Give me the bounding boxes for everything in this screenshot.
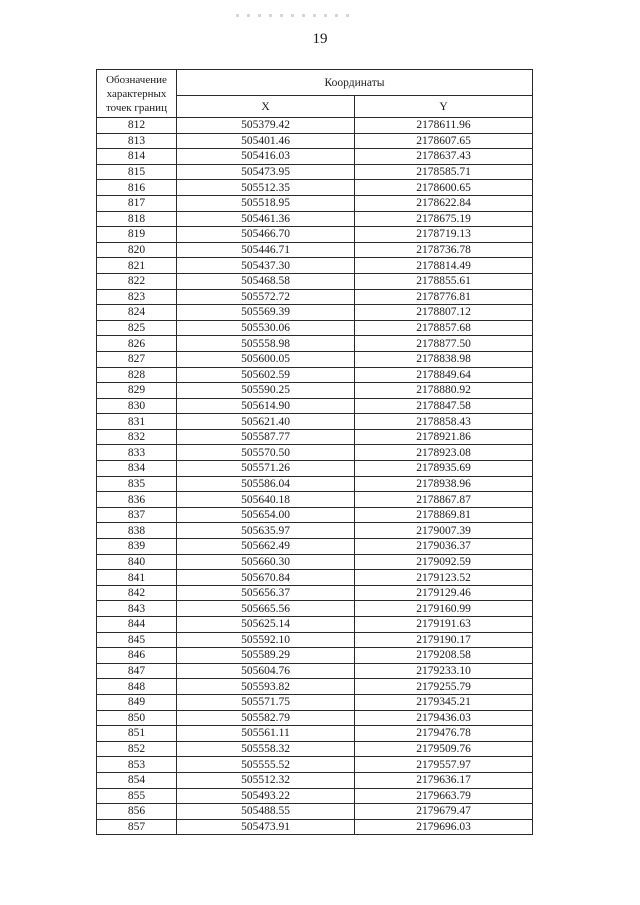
point-id-cell: 854 bbox=[97, 772, 177, 788]
x-coordinate-cell: 505621.40 bbox=[177, 414, 355, 430]
x-coordinate-cell: 505493.22 bbox=[177, 788, 355, 804]
table-row bbox=[97, 336, 533, 352]
x-coordinate-cell: 505555.52 bbox=[177, 757, 355, 773]
table-row bbox=[97, 741, 533, 757]
point-id-cell: 824 bbox=[97, 305, 177, 321]
x-coordinate-cell: 505401.46 bbox=[177, 133, 355, 149]
point-id-cell: 821 bbox=[97, 258, 177, 274]
point-id-cell: 857 bbox=[97, 819, 177, 835]
x-coordinate-cell: 505571.26 bbox=[177, 461, 355, 477]
point-id-cell: 823 bbox=[97, 289, 177, 305]
y-coordinate-cell: 2178867.87 bbox=[355, 492, 533, 508]
table-row bbox=[97, 788, 533, 804]
table-row bbox=[97, 289, 533, 305]
table-row bbox=[97, 273, 533, 289]
y-coordinate-cell: 2179557.97 bbox=[355, 757, 533, 773]
header-x-label: X bbox=[177, 96, 355, 118]
x-coordinate-cell: 505602.59 bbox=[177, 367, 355, 383]
table-row bbox=[97, 180, 533, 196]
y-coordinate-cell: 2178585.71 bbox=[355, 164, 533, 180]
table-row bbox=[97, 523, 533, 539]
point-id-cell: 835 bbox=[97, 476, 177, 492]
table-row bbox=[97, 601, 533, 617]
table-row bbox=[97, 429, 533, 445]
table-row bbox=[97, 164, 533, 180]
point-id-cell: 822 bbox=[97, 273, 177, 289]
point-id-cell: 850 bbox=[97, 710, 177, 726]
table-row bbox=[97, 663, 533, 679]
table-row bbox=[97, 617, 533, 633]
y-coordinate-cell: 2179436.03 bbox=[355, 710, 533, 726]
point-id-cell: 833 bbox=[97, 445, 177, 461]
y-coordinate-cell: 2178637.43 bbox=[355, 149, 533, 165]
x-coordinate-cell: 505589.29 bbox=[177, 648, 355, 664]
x-coordinate-cell: 505656.37 bbox=[177, 585, 355, 601]
x-coordinate-cell: 505635.97 bbox=[177, 523, 355, 539]
y-coordinate-cell: 2179160.99 bbox=[355, 601, 533, 617]
table-row bbox=[97, 195, 533, 211]
point-id-cell: 841 bbox=[97, 570, 177, 586]
point-id-cell: 840 bbox=[97, 554, 177, 570]
point-id-cell: 820 bbox=[97, 242, 177, 258]
table-row bbox=[97, 726, 533, 742]
x-coordinate-cell: 505446.71 bbox=[177, 242, 355, 258]
point-id-cell: 839 bbox=[97, 539, 177, 555]
y-coordinate-cell: 2179036.37 bbox=[355, 539, 533, 555]
y-coordinate-cell: 2179255.79 bbox=[355, 679, 533, 695]
table-row bbox=[97, 679, 533, 695]
x-coordinate-cell: 505530.06 bbox=[177, 320, 355, 336]
y-coordinate-cell: 2179092.59 bbox=[355, 554, 533, 570]
x-coordinate-cell: 505512.35 bbox=[177, 180, 355, 196]
y-coordinate-cell: 2178776.81 bbox=[355, 289, 533, 305]
point-id-cell: 817 bbox=[97, 195, 177, 211]
table-row bbox=[97, 492, 533, 508]
point-id-cell: 826 bbox=[97, 336, 177, 352]
table-row bbox=[97, 351, 533, 367]
point-id-cell: 849 bbox=[97, 694, 177, 710]
table-row bbox=[97, 133, 533, 149]
table-row bbox=[97, 149, 533, 165]
point-id-cell: 813 bbox=[97, 133, 177, 149]
point-id-cell: 851 bbox=[97, 726, 177, 742]
y-coordinate-cell: 2179233.10 bbox=[355, 663, 533, 679]
point-id-cell: 831 bbox=[97, 414, 177, 430]
coordinates-table bbox=[96, 69, 533, 835]
table-row bbox=[97, 445, 533, 461]
y-coordinate-cell: 2178600.65 bbox=[355, 180, 533, 196]
point-id-cell: 838 bbox=[97, 523, 177, 539]
y-coordinate-cell: 2179636.17 bbox=[355, 772, 533, 788]
header-point-label: Обозначение характерных точек границ bbox=[97, 70, 177, 118]
header-y-label: Y bbox=[355, 96, 533, 118]
point-id-cell: 829 bbox=[97, 383, 177, 399]
y-coordinate-cell: 2178869.81 bbox=[355, 507, 533, 523]
x-coordinate-cell: 505662.49 bbox=[177, 539, 355, 555]
y-coordinate-cell: 2178838.98 bbox=[355, 351, 533, 367]
point-id-cell: 856 bbox=[97, 804, 177, 820]
x-coordinate-cell: 505437.30 bbox=[177, 258, 355, 274]
point-id-cell: 836 bbox=[97, 492, 177, 508]
y-coordinate-cell: 2178923.08 bbox=[355, 445, 533, 461]
x-coordinate-cell: 505592.10 bbox=[177, 632, 355, 648]
y-coordinate-cell: 2178921.86 bbox=[355, 429, 533, 445]
y-coordinate-cell: 2178877.50 bbox=[355, 336, 533, 352]
table-row bbox=[97, 585, 533, 601]
table-row bbox=[97, 227, 533, 243]
y-coordinate-cell: 2178935.69 bbox=[355, 461, 533, 477]
header-coords-label: Координаты bbox=[177, 70, 533, 96]
table-row bbox=[97, 554, 533, 570]
y-coordinate-cell: 2178857.68 bbox=[355, 320, 533, 336]
table-row bbox=[97, 320, 533, 336]
table-row bbox=[97, 305, 533, 321]
point-id-cell: 812 bbox=[97, 118, 177, 134]
y-coordinate-cell: 2178858.43 bbox=[355, 414, 533, 430]
point-id-cell: 837 bbox=[97, 507, 177, 523]
x-coordinate-cell: 505558.98 bbox=[177, 336, 355, 352]
x-coordinate-cell: 505590.25 bbox=[177, 383, 355, 399]
point-id-cell: 815 bbox=[97, 164, 177, 180]
x-coordinate-cell: 505665.56 bbox=[177, 601, 355, 617]
x-coordinate-cell: 505604.76 bbox=[177, 663, 355, 679]
point-id-cell: 830 bbox=[97, 398, 177, 414]
point-id-cell: 827 bbox=[97, 351, 177, 367]
point-id-cell: 825 bbox=[97, 320, 177, 336]
y-coordinate-cell: 2179123.52 bbox=[355, 570, 533, 586]
y-coordinate-cell: 2178736.78 bbox=[355, 242, 533, 258]
x-coordinate-cell: 505466.70 bbox=[177, 227, 355, 243]
y-coordinate-cell: 2178622.84 bbox=[355, 195, 533, 211]
table-row bbox=[97, 118, 533, 134]
y-coordinate-cell: 2179679.47 bbox=[355, 804, 533, 820]
table-row bbox=[97, 476, 533, 492]
y-coordinate-cell: 2178807.12 bbox=[355, 305, 533, 321]
y-coordinate-cell: 2179191.63 bbox=[355, 617, 533, 633]
table-row bbox=[97, 757, 533, 773]
point-id-cell: 852 bbox=[97, 741, 177, 757]
x-coordinate-cell: 505518.95 bbox=[177, 195, 355, 211]
point-id-cell: 846 bbox=[97, 648, 177, 664]
scan-artifact bbox=[236, 14, 356, 17]
x-coordinate-cell: 505558.32 bbox=[177, 741, 355, 757]
x-coordinate-cell: 505593.82 bbox=[177, 679, 355, 695]
point-id-cell: 848 bbox=[97, 679, 177, 695]
y-coordinate-cell: 2178814.49 bbox=[355, 258, 533, 274]
y-coordinate-cell: 2179208.58 bbox=[355, 648, 533, 664]
x-coordinate-cell: 505600.05 bbox=[177, 351, 355, 367]
x-coordinate-cell: 505586.04 bbox=[177, 476, 355, 492]
x-coordinate-cell: 505461.36 bbox=[177, 211, 355, 227]
point-id-cell: 834 bbox=[97, 461, 177, 477]
point-id-cell: 832 bbox=[97, 429, 177, 445]
point-id-cell: 819 bbox=[97, 227, 177, 243]
y-coordinate-cell: 2179007.39 bbox=[355, 523, 533, 539]
table-row bbox=[97, 242, 533, 258]
point-id-cell: 814 bbox=[97, 149, 177, 165]
point-id-cell: 818 bbox=[97, 211, 177, 227]
table-row bbox=[97, 710, 533, 726]
table-row bbox=[97, 398, 533, 414]
point-id-cell: 845 bbox=[97, 632, 177, 648]
table-row bbox=[97, 804, 533, 820]
table-row bbox=[97, 648, 533, 664]
x-coordinate-cell: 505640.18 bbox=[177, 492, 355, 508]
point-id-cell: 847 bbox=[97, 663, 177, 679]
table-row bbox=[97, 632, 533, 648]
y-coordinate-cell: 2178719.13 bbox=[355, 227, 533, 243]
point-id-cell: 842 bbox=[97, 585, 177, 601]
x-coordinate-cell: 505670.84 bbox=[177, 570, 355, 586]
x-coordinate-cell: 505582.79 bbox=[177, 710, 355, 726]
point-id-cell: 853 bbox=[97, 757, 177, 773]
x-coordinate-cell: 505488.55 bbox=[177, 804, 355, 820]
x-coordinate-cell: 505614.90 bbox=[177, 398, 355, 414]
x-coordinate-cell: 505625.14 bbox=[177, 617, 355, 633]
x-coordinate-cell: 505572.72 bbox=[177, 289, 355, 305]
table-row bbox=[97, 367, 533, 383]
y-coordinate-cell: 2179345.21 bbox=[355, 694, 533, 710]
x-coordinate-cell: 505571.75 bbox=[177, 694, 355, 710]
x-coordinate-cell: 505473.95 bbox=[177, 164, 355, 180]
y-coordinate-cell: 2178847.58 bbox=[355, 398, 533, 414]
x-coordinate-cell: 505379.42 bbox=[177, 118, 355, 134]
x-coordinate-cell: 505561.11 bbox=[177, 726, 355, 742]
x-coordinate-cell: 505468.58 bbox=[177, 273, 355, 289]
y-coordinate-cell: 2179190.17 bbox=[355, 632, 533, 648]
table-row bbox=[97, 383, 533, 399]
y-coordinate-cell: 2178938.96 bbox=[355, 476, 533, 492]
x-coordinate-cell: 505512.32 bbox=[177, 772, 355, 788]
point-id-cell: 843 bbox=[97, 601, 177, 617]
point-id-cell: 828 bbox=[97, 367, 177, 383]
x-coordinate-cell: 505473.91 bbox=[177, 819, 355, 835]
y-coordinate-cell: 2178607.65 bbox=[355, 133, 533, 149]
x-coordinate-cell: 505654.00 bbox=[177, 507, 355, 523]
point-id-cell: 844 bbox=[97, 617, 177, 633]
table-body bbox=[97, 118, 533, 835]
x-coordinate-cell: 505587.77 bbox=[177, 429, 355, 445]
y-coordinate-cell: 2178675.19 bbox=[355, 211, 533, 227]
table-row bbox=[97, 258, 533, 274]
table-row bbox=[97, 507, 533, 523]
y-coordinate-cell: 2179696.03 bbox=[355, 819, 533, 835]
table-row bbox=[97, 694, 533, 710]
y-coordinate-cell: 2179129.46 bbox=[355, 585, 533, 601]
table-row bbox=[97, 819, 533, 835]
point-id-cell: 816 bbox=[97, 180, 177, 196]
table-row bbox=[97, 211, 533, 227]
table-row bbox=[97, 461, 533, 477]
table-row bbox=[97, 570, 533, 586]
y-coordinate-cell: 2178611.96 bbox=[355, 118, 533, 134]
y-coordinate-cell: 2179663.79 bbox=[355, 788, 533, 804]
y-coordinate-cell: 2179509.76 bbox=[355, 741, 533, 757]
y-coordinate-cell: 2178880.92 bbox=[355, 383, 533, 399]
x-coordinate-cell: 505416.03 bbox=[177, 149, 355, 165]
y-coordinate-cell: 2179476.78 bbox=[355, 726, 533, 742]
table-row bbox=[97, 414, 533, 430]
table-row bbox=[97, 539, 533, 555]
y-coordinate-cell: 2178855.61 bbox=[355, 273, 533, 289]
x-coordinate-cell: 505569.39 bbox=[177, 305, 355, 321]
page-number: 19 bbox=[312, 31, 328, 47]
point-id-cell: 855 bbox=[97, 788, 177, 804]
y-coordinate-cell: 2178849.64 bbox=[355, 367, 533, 383]
table-row bbox=[97, 772, 533, 788]
x-coordinate-cell: 505570.50 bbox=[177, 445, 355, 461]
x-coordinate-cell: 505660.30 bbox=[177, 554, 355, 570]
